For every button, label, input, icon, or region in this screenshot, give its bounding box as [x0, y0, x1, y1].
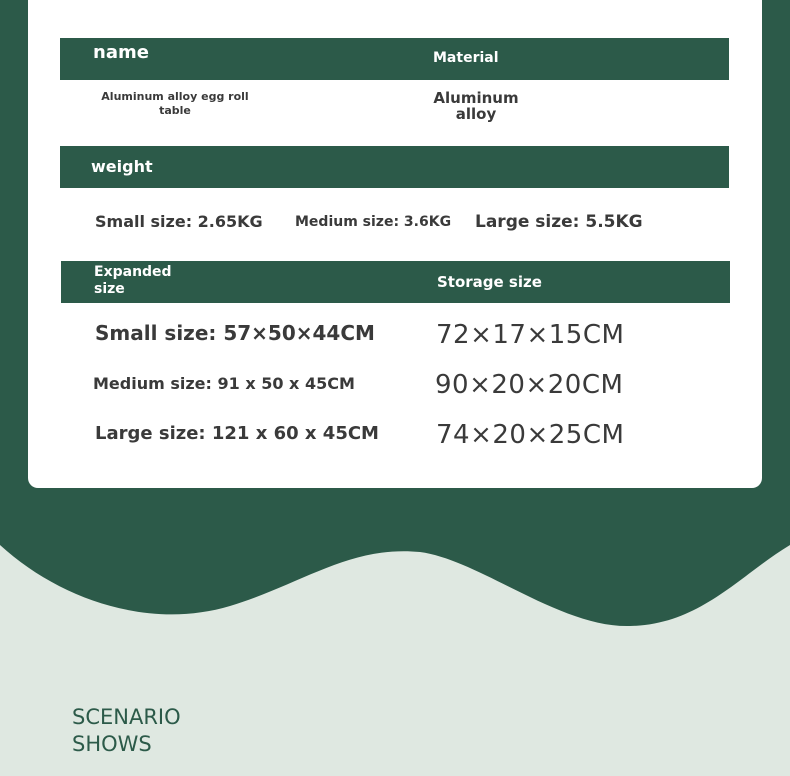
material-line1: Aluminum: [433, 89, 519, 107]
expanded-large: Large size: 121 x 60 x 45CM: [95, 423, 379, 444]
weight-large: Large size: 5.5KG: [475, 212, 643, 232]
header-bar-name-material: [60, 38, 729, 80]
expanded-small: Small size: 57×50×44CM: [95, 321, 375, 345]
name-header: name: [93, 42, 149, 63]
product-name-line1: Aluminum alloy egg roll: [101, 90, 249, 103]
scenario-line1: SCENARIO: [72, 705, 181, 729]
expanded-size-header: [94, 264, 172, 298]
expanded-line2: size: [94, 281, 125, 297]
scenario-line2: SHOWS: [72, 732, 152, 756]
header-bar-weight: [60, 146, 729, 188]
storage-large: 74×20×25CM: [436, 420, 625, 450]
product-name-line2: table: [159, 104, 191, 117]
storage-medium: 90×20×20CM: [435, 370, 624, 400]
product-name-cell: [92, 90, 258, 118]
material-header: Material: [433, 50, 499, 66]
storage-size-header: Storage size: [437, 273, 542, 291]
material-cell: [430, 90, 522, 122]
weight-small: Small size: 2.65KG: [95, 212, 263, 231]
expanded-line1: Expanded: [94, 264, 172, 280]
storage-small: 72×17×15CM: [436, 320, 625, 350]
expanded-medium: Medium size: 91 x 50 x 45CM: [93, 374, 355, 393]
weight-medium: Medium size: 3.6KG: [295, 214, 452, 230]
weight-header: weight: [91, 157, 153, 176]
material-line2: alloy: [455, 105, 497, 123]
scenario-shows-heading: [72, 704, 181, 758]
